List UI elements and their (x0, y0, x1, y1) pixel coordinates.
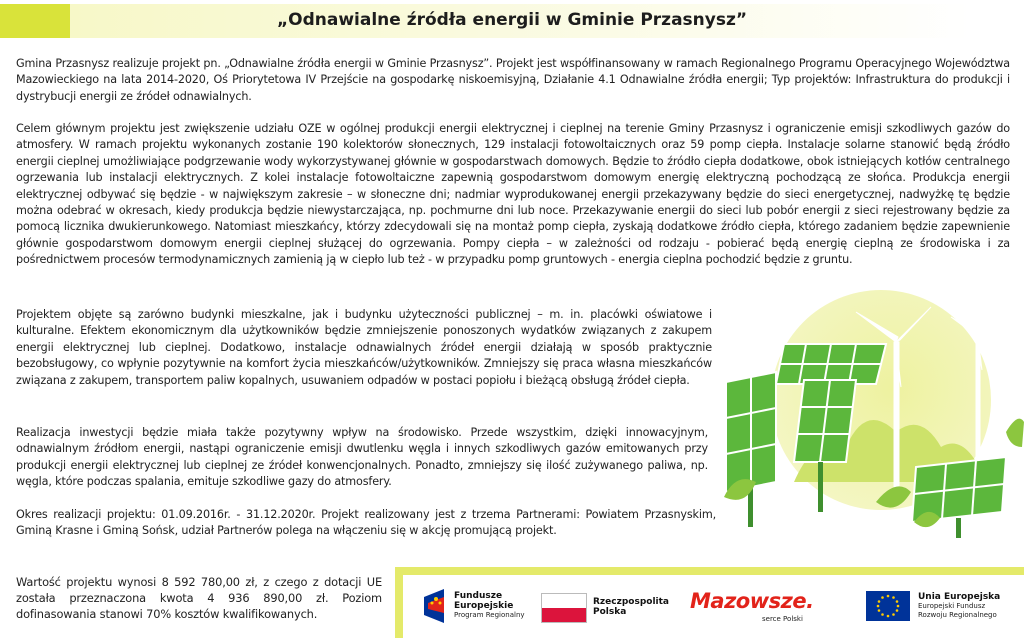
solar-panel-left (726, 372, 776, 527)
fe-flag-icon (424, 589, 450, 623)
paragraph-value: Wartość projektu wynosi 8 592 780,00 zł, z czego z dotacji UE została przeznaczona kwota 4 936 890,00 zł. Poziom dofinasowania stanowi 70% kosztów kwalifikowanych. (16, 575, 382, 621)
fe-line3: Program Regionalny (454, 611, 525, 619)
logo-rzeczpospolita-polska (541, 585, 681, 629)
fe-line2: Europejskie (454, 601, 514, 611)
leaf-right (1006, 419, 1024, 447)
polish-flag-icon (541, 593, 587, 623)
paragraph-goal: Celem głównym projektu jest zwiększenie udziału OZE w ogólnej produkcji energii elektrycznej i cieplnej na terenie Gminy Przasnysz i ograniczenie emisji szkodliwych gazów do atmosfery. W ramach projektu wykonanych zostanie 190 kolektorów słonecznych, 129 instalacji fotowoltaicznych oraz 59 pomp ciepła. Instalacje solarne stanowić będą źródło energii cieplnej umożliwiające podgrzewanie wody wykorzystywanej głównie w gospodarstwach domowych. Będzie to źródło ciepła dodatkowe, obok istniejących kotłów centralnego ogrzewania lub instalacji elektrycznych. Z kolei instalacje fotowoltaiczne zapewnią gospodarstwom domowym energię elektryczną pochodzącą ze słońca. Produkcja energii elektrycznej odbywać się będzie - w największym zakresie – w słoneczne dni; nadmiar wyprodukowanej energii przekazywany będzie do sieci energetycznej, nadwyżkę tę będzie można odebrać w okresach, kiedy produkcja będzie niewystarczająca, np. pochmurne dni lub noce. Przekazywanie energii do sieci lub pobór energii z sieci rejestrowany będzie za pomocą licznika dwukierunkowego. Natomiast mieszkańcy, którzy zdecydowali się na montaż pomp ciepła, zyskają dodatkowe źródło ciepła, którego zadaniem będzie zapewnienie głównie gospodarstwom domowym energii cieplnej służącej do ogrzewania. Pompy ciepła – w zależności od rodzaju - pobierać będą energię cieplną ze środowiska i za pośrednictwem procesów termodynamicznych zamienią ją w ciepło lub też - w przypadku pomp gruntowych - energia cieplna pochodzić będzie z gruntu. (16, 122, 1010, 267)
fe-line1: Fundusze (454, 591, 503, 601)
mazowsze-wordmark: Mazowsze. (690, 589, 814, 613)
renewable-energy-illustration (706, 282, 1024, 547)
page-title: „Odnawialne źródła energii w Gminie Przasnysz” (276, 10, 748, 30)
logo-fundusze-europejskie (424, 585, 534, 629)
rp-line2: Polska (593, 607, 627, 617)
ue-line2: Europejski Fundusz (918, 602, 986, 610)
paragraph-environment: Realizacja inwestycji będzie miała także pozytywny wpływ na środowisko. Przede wszystkim, dzięki innowacyjnym, odnawialnym źródłom energii, nastąpi ograniczenie emisji dwutlenku węgla i innych szkodliwych gazów emitowanych przy produkcji energii elektrycznej lub cieplnej ze źródeł konwencjonalnych. Ponadto, zmniejszy się ilość zużywanego paliwa, np. węgla, które podczas spalania, emituje szkodliwe gazy do atmosfery. (16, 426, 708, 489)
rp-line1: Rzeczpospolita (593, 597, 669, 607)
paragraph-scope: Projektem objęte są zarówno budynki mieszkalne, jak i budynku użyteczności publicznej – m. in. placówki oświatowe i kulturalne. Efektem ekonomicznym dla użytkowników będzie zmniejszenie ponoszonych wydatków związanych z zakupem energii elektrycznej lub cieplnej. Dodatkowo, instalacje odnawialnych źródeł energii działają w sposób praktycznie bezobsługowy, co wpłynie pozytywnie na komfort życia mieszkańców/użytkowników. Zmniejszy się praca własna mieszkańców związana z zakupem, transportem paliw kopalnych, usuwaniem odpadów w postaci popiołu i bieżącą obsługą źródeł ciepła. (16, 308, 712, 387)
logo-mazowsze (690, 585, 850, 629)
paragraph-period: Okres realizacji projektu: 01.09.2016r. - 31.12.2020r. Projekt realizowany jest z trzema Partnerami: Powiatem Przasnyskim, Gminą Krasne i Gminą Sońsk, udział Partnerów polega na włączeniu się w akcję promującą projekt. (16, 508, 716, 538)
logo-unia-europejska (866, 585, 1016, 629)
ue-line3: Rozwoju Regionalnego (918, 611, 997, 619)
mazowsze-tagline: serce Polski (762, 615, 803, 623)
ue-line1: Unia Europejska (918, 592, 1001, 602)
eu-flag-icon (866, 591, 910, 621)
paragraph-intro: Gmina Przasnysz realizuje projekt pn. „Odnawialne źródła energii w Gminie Przasnysz”. Projekt jest współfinansowany w ramach Regionalnego Programu Operacyjnego Województwa Mazowieckiego na lata 2014-2020, Oś Priorytetowa IV Przejście na gospodarkę niskoemisyjną, Działanie 4.1 Odnawialne źródła energii; Typ projektów: Infrastruktura do produkcji i dystrybucji energii ze źródeł odnawialnych. (16, 57, 1010, 103)
